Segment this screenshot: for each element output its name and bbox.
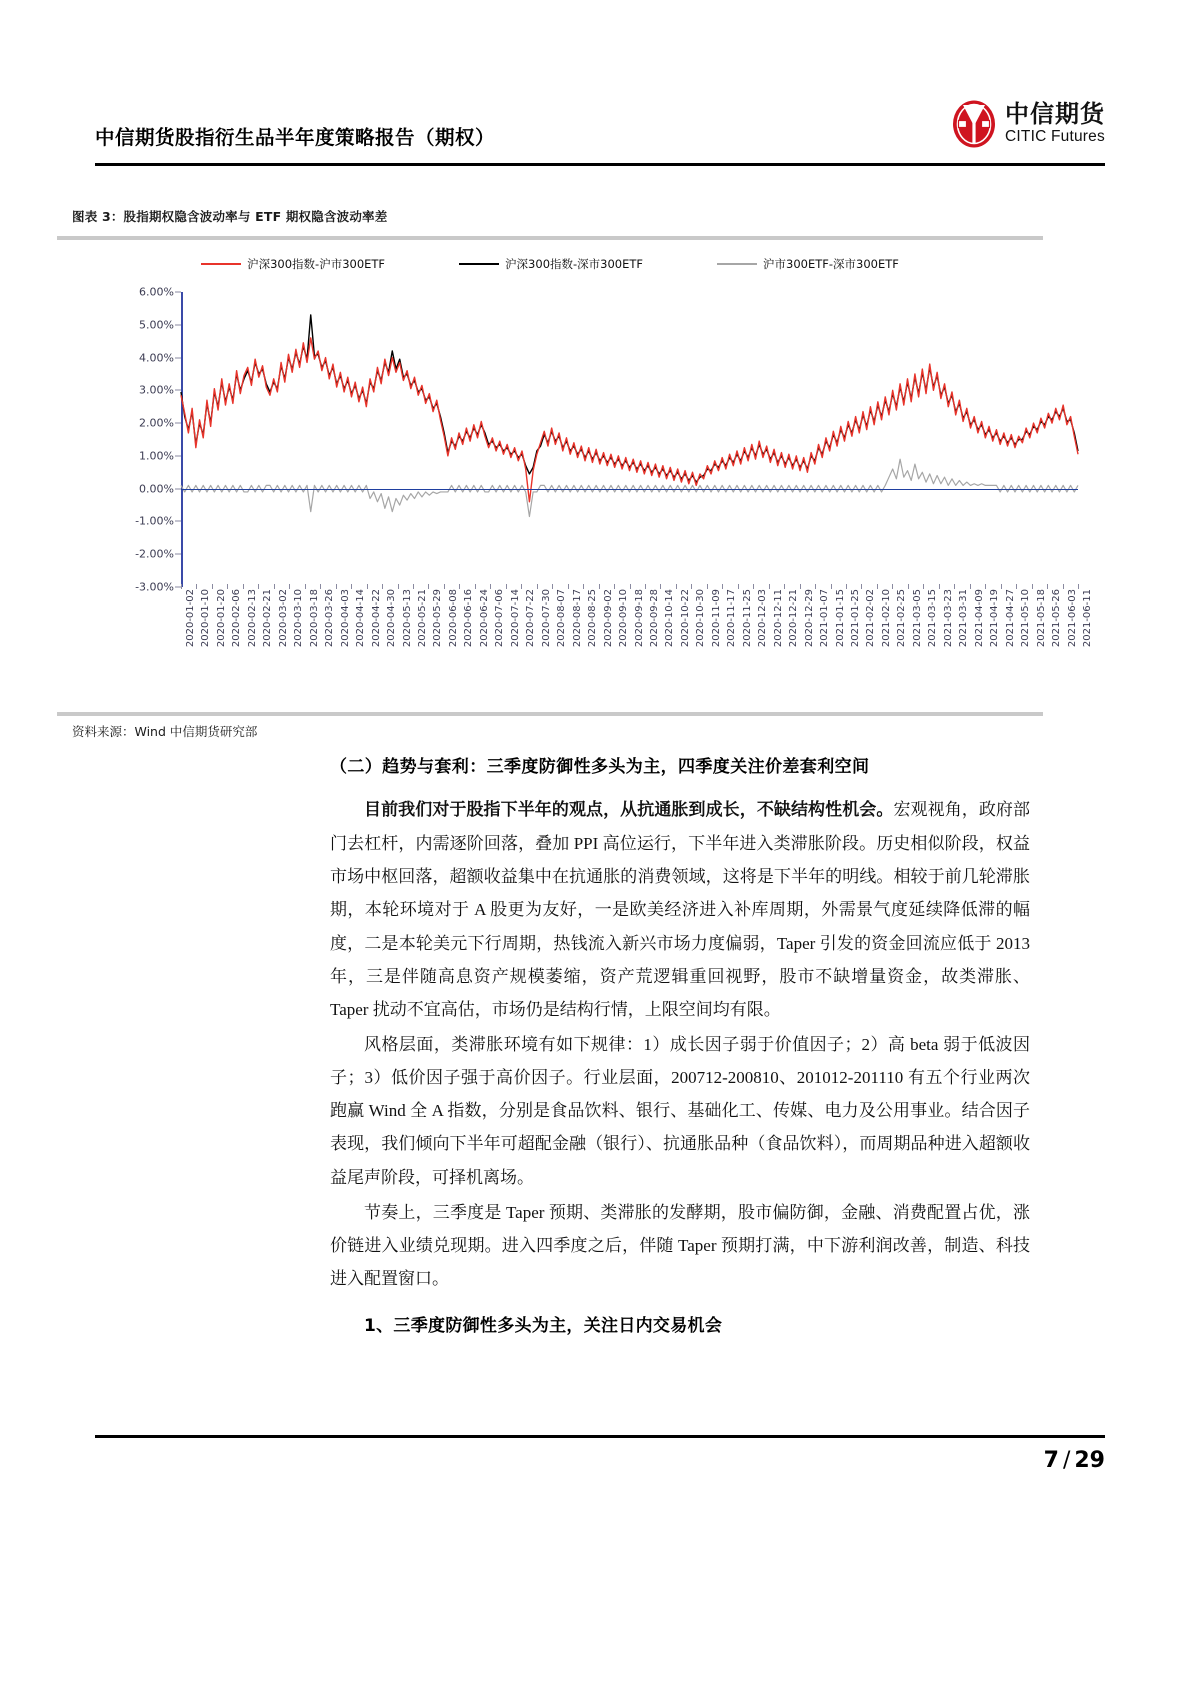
y-axis-tick-label: 6.00% bbox=[139, 285, 174, 299]
x-axis-tick-mark bbox=[970, 584, 971, 589]
x-axis-tick-mark bbox=[274, 584, 275, 589]
x-axis-tick-label: 2020-07-22 bbox=[525, 589, 537, 648]
x-axis-tick-mark bbox=[475, 584, 476, 589]
x-axis-tick-label: 2020-09-02 bbox=[602, 589, 614, 648]
x-axis-tick-mark bbox=[660, 584, 661, 589]
x-axis-tick-mark bbox=[738, 584, 739, 589]
x-axis-tick-mark bbox=[459, 584, 460, 589]
x-axis-tick-mark bbox=[243, 584, 244, 589]
x-axis-tick-label: 2020-08-07 bbox=[556, 589, 568, 648]
x-axis-tick-label: 2021-03-15 bbox=[927, 589, 939, 648]
x-axis-tick-label: 2021-06-11 bbox=[1082, 589, 1093, 648]
x-axis-tick-label: 2020-01-02 bbox=[185, 589, 196, 648]
legend-swatch-icon bbox=[717, 263, 757, 265]
x-axis-tick-mark bbox=[351, 584, 352, 589]
x-axis-tick-mark bbox=[1001, 584, 1002, 589]
chart-plot-area bbox=[135, 285, 1078, 594]
x-axis-tick-label: 2021-02-02 bbox=[865, 589, 877, 648]
x-axis-tick-label: 2020-10-30 bbox=[695, 589, 707, 648]
page-title: 中信期货股指衍生品半年度策略报告（期权） bbox=[95, 126, 496, 149]
x-axis-tick-label: 2021-04-27 bbox=[1004, 589, 1016, 648]
x-axis-tick-label: 2021-01-25 bbox=[850, 589, 862, 648]
page-header bbox=[95, 100, 1105, 162]
y-axis-tick-label: -3.00% bbox=[135, 580, 174, 594]
x-axis-tick-mark bbox=[954, 584, 955, 589]
y-axis-tick-mark bbox=[175, 554, 181, 555]
y-axis-tick-mark bbox=[175, 292, 181, 293]
y-axis-tick-mark bbox=[175, 390, 181, 391]
x-axis-tick-label: 2020-11-25 bbox=[741, 589, 753, 648]
y-axis-tick-label: 5.00% bbox=[139, 318, 174, 332]
legend-item-2 bbox=[459, 256, 643, 272]
series-line-2 bbox=[181, 315, 1078, 482]
x-axis-tick-mark bbox=[861, 584, 862, 589]
y-axis-tick-mark bbox=[175, 357, 181, 358]
footer-divider bbox=[95, 1435, 1105, 1438]
page-total: 29 bbox=[1074, 1448, 1105, 1473]
x-axis-tick-label: 2020-12-21 bbox=[788, 589, 800, 648]
x-axis-tick-mark bbox=[908, 584, 909, 589]
x-axis-tick-label: 2020-03-18 bbox=[308, 589, 320, 648]
x-axis-tick-label: 2020-03-26 bbox=[324, 589, 336, 648]
x-axis-tick-label: 2021-06-03 bbox=[1066, 589, 1078, 648]
x-axis-tick-label: 2020-02-21 bbox=[262, 589, 274, 648]
x-axis-tick-label: 2020-07-06 bbox=[494, 589, 506, 648]
body-paragraph: 风格层面，类滞胀环境有如下规律：1）成长因子弱于价值因子；2）高 beta 弱于低波因子；3）低价因子强于高价因子。行业层面，200712-200810、201012-201110 有五个行业两次跑赢 Wind 全 A 指数，分别是食品饮料、银行、基础化工、传媒、电力及公用事业。结合因子表现，我们倾向下半年可超配金融（银行）、抗通胀品种（食品饮料），而周期品种进入超额收益尾声阶段，可择机离场。 bbox=[330, 1034, 1030, 1187]
x-axis-tick-mark bbox=[336, 584, 337, 589]
x-axis-tick-label: 2021-03-05 bbox=[911, 589, 923, 648]
x-axis-tick-mark bbox=[722, 584, 723, 589]
x-axis-tick-mark bbox=[1047, 584, 1048, 589]
x-axis-tick-mark bbox=[769, 584, 770, 589]
figure-bottom-divider bbox=[57, 712, 1043, 716]
x-axis-tick-label: 2020-09-28 bbox=[648, 589, 660, 648]
x-axis-tick-label: 2020-03-02 bbox=[277, 589, 289, 648]
x-axis-tick-label: 2021-04-09 bbox=[973, 589, 985, 648]
x-axis-tick-mark bbox=[691, 584, 692, 589]
x-axis-tick-mark bbox=[552, 584, 553, 589]
x-axis-tick-label: 2020-01-10 bbox=[200, 589, 212, 648]
brand-logo bbox=[952, 100, 1105, 148]
y-axis-tick-mark bbox=[175, 423, 181, 424]
x-axis-tick-mark bbox=[568, 584, 569, 589]
x-axis-tick-mark bbox=[800, 584, 801, 589]
x-axis-tick-mark bbox=[320, 584, 321, 589]
x-axis-tick-label: 2020-11-09 bbox=[710, 589, 722, 648]
y-axis-tick-mark bbox=[175, 521, 181, 522]
legend-item-3 bbox=[717, 256, 899, 272]
citic-logo-icon bbox=[952, 100, 996, 148]
x-axis-tick-mark bbox=[196, 584, 197, 589]
figure-source: 资料来源：Wind 中信期货研究部 bbox=[72, 724, 258, 739]
body-paragraph: 节奏上，三季度是 Taper 预期、类滞胀的发酵期，股市偏防御，金融、消费配置占优，涨价链进入业绩兑现期。进入四季度之后，伴随 Taper 预期打满，中下游利润改善，制造、科技进入配置窗口。 bbox=[330, 1202, 1030, 1288]
x-axis-tick-label: 2021-01-07 bbox=[819, 589, 831, 648]
x-axis-tick-mark bbox=[1032, 584, 1033, 589]
legend-swatch-icon bbox=[459, 263, 499, 265]
page-separator: / bbox=[1062, 1448, 1071, 1473]
x-axis-tick-mark bbox=[877, 584, 878, 589]
legend-item-1 bbox=[201, 256, 385, 272]
page-current: 7 bbox=[1043, 1448, 1059, 1473]
x-axis-tick-label: 2020-06-16 bbox=[463, 589, 475, 648]
legend-label: 沪深300指数-深市300ETF bbox=[505, 257, 644, 271]
subsection-heading: 1、三季度防御性多头为主，关注日内交易机会 bbox=[364, 1316, 723, 1337]
x-axis-tick-label: 2020-06-24 bbox=[478, 589, 490, 648]
x-axis-tick-mark bbox=[398, 584, 399, 589]
x-axis-tick-label: 2020-10-14 bbox=[664, 589, 676, 648]
brand-logo-text bbox=[1005, 102, 1105, 145]
x-axis-tick-mark bbox=[815, 584, 816, 589]
x-axis-tick-label: 2020-09-10 bbox=[618, 589, 630, 648]
x-axis-tick-mark bbox=[1016, 584, 1017, 589]
x-axis-tick-mark bbox=[831, 584, 832, 589]
y-axis-tick-label: 4.00% bbox=[139, 351, 174, 365]
legend-swatch-icon bbox=[201, 263, 241, 265]
x-axis-tick-label: 2020-11-17 bbox=[726, 589, 738, 648]
x-axis-tick-label: 2020-04-30 bbox=[386, 589, 398, 648]
x-axis-tick-label: 2020-09-18 bbox=[633, 589, 645, 648]
x-axis-tick-label: 2020-07-30 bbox=[540, 589, 552, 648]
chart-x-axis-labels bbox=[181, 589, 1093, 707]
x-axis-tick-label: 2020-12-03 bbox=[757, 589, 769, 648]
x-axis-tick-mark bbox=[645, 584, 646, 589]
x-axis-tick-mark bbox=[227, 584, 228, 589]
x-axis-tick-label: 2021-02-25 bbox=[896, 589, 908, 648]
x-axis-tick-mark bbox=[537, 584, 538, 589]
x-axis-tick-mark bbox=[599, 584, 600, 589]
x-axis-tick-mark bbox=[923, 584, 924, 589]
x-axis-tick-mark bbox=[413, 584, 414, 589]
x-axis-tick-label: 2021-05-26 bbox=[1051, 589, 1063, 648]
x-axis-tick-mark bbox=[614, 584, 615, 589]
y-axis-tick-label: -2.00% bbox=[135, 547, 174, 561]
zero-reference-line bbox=[181, 489, 1078, 491]
x-axis-tick-mark bbox=[707, 584, 708, 589]
y-axis-tick-label: 2.00% bbox=[139, 416, 174, 430]
x-axis-tick-mark bbox=[258, 584, 259, 589]
x-axis-tick-label: 2020-04-14 bbox=[355, 589, 367, 648]
x-axis-tick-mark bbox=[305, 584, 306, 589]
x-axis-tick-label: 2020-04-22 bbox=[370, 589, 382, 648]
x-axis-tick-label: 2020-03-10 bbox=[293, 589, 305, 648]
volatility-spread-chart bbox=[57, 244, 1093, 709]
x-axis-tick-mark bbox=[506, 584, 507, 589]
x-axis-tick-label: 2020-05-29 bbox=[432, 589, 444, 648]
x-axis-tick-label: 2020-07-14 bbox=[509, 589, 521, 648]
chart-legend bbox=[57, 256, 1043, 272]
x-axis-tick-mark bbox=[939, 584, 940, 589]
x-axis-tick-mark bbox=[583, 584, 584, 589]
body-paragraph: 目前我们对于股指下半年的观点，从抗通胀到成长，不缺结构性机会。宏观视角，政府部门去杠杆，内需逐阶回落，叠加 PPI 高位运行，下半年进入类滞胀阶段。历史相似阶段，权益市场中枢回落，超额收益集中在抗通胀的消费领域，这将是下半年的明线。相较于前几轮滞胀期，本轮环境对于 A 股更为友好，一是欧美经济进入补库周期，外需景气度延续降低滞的幅度，二是本轮美元下行周期，热钱流入新兴市场力度偏弱，Taper 引发的资金回流应低于 2013 年，三是伴随高息资产规模萎缩，资产荒逻辑重回视野，股市不缺增量资金，故类滞胀、Taper 扰动不宜高估，市场仍是结构行情，上限空间均有限。 bbox=[330, 800, 1031, 1019]
x-axis-tick-label: 2021-04-19 bbox=[989, 589, 1001, 648]
x-axis-tick-label: 2021-05-18 bbox=[1035, 589, 1047, 648]
figure-top-divider bbox=[57, 236, 1043, 240]
x-axis-tick-label: 2020-04-03 bbox=[339, 589, 351, 648]
x-axis-tick-mark bbox=[490, 584, 491, 589]
y-axis-tick-label: 1.00% bbox=[139, 449, 174, 463]
figure-caption: 图表 3：股指期权隐含波动率与 ETF 期权隐含波动率差 bbox=[72, 209, 388, 224]
x-axis-tick-mark bbox=[289, 584, 290, 589]
x-axis-tick-mark bbox=[1078, 584, 1079, 589]
header-divider bbox=[95, 163, 1105, 166]
x-axis-tick-label: 2020-10-22 bbox=[679, 589, 691, 648]
x-axis-tick-mark bbox=[676, 584, 677, 589]
x-axis-tick-label: 2021-01-15 bbox=[834, 589, 846, 648]
legend-label: 沪市300ETF-深市300ETF bbox=[763, 257, 899, 271]
x-axis-tick-label: 2020-05-21 bbox=[416, 589, 428, 648]
brand-name-cn: 中信期货 bbox=[1005, 100, 1105, 129]
x-axis-tick-label: 2020-02-13 bbox=[246, 589, 258, 648]
x-axis-tick-label: 2020-12-11 bbox=[772, 589, 784, 648]
x-axis-tick-label: 2021-03-23 bbox=[942, 589, 954, 648]
x-axis-tick-label: 2020-08-17 bbox=[571, 589, 583, 648]
x-axis-tick-mark bbox=[212, 584, 213, 589]
x-axis-tick-mark bbox=[428, 584, 429, 589]
x-axis-tick-mark bbox=[630, 584, 631, 589]
x-axis-tick-mark bbox=[784, 584, 785, 589]
x-axis-tick-mark bbox=[521, 584, 522, 589]
x-axis-tick-label: 2020-05-13 bbox=[401, 589, 413, 648]
x-axis-tick-mark bbox=[985, 584, 986, 589]
x-axis-tick-mark bbox=[367, 584, 368, 589]
body-content bbox=[330, 752, 1030, 1336]
series-line-1 bbox=[181, 338, 1078, 502]
x-axis-tick-mark bbox=[444, 584, 445, 589]
y-axis-tick-label: 0.00% bbox=[139, 482, 174, 496]
chart-series-paths bbox=[181, 292, 1078, 587]
page-number bbox=[1044, 1448, 1105, 1473]
y-axis-tick-label: -1.00% bbox=[135, 514, 174, 528]
x-axis-tick-label: 2021-03-31 bbox=[958, 589, 970, 648]
x-axis-tick-mark bbox=[382, 584, 383, 589]
x-axis-tick-label: 2020-06-08 bbox=[447, 589, 459, 648]
section-heading: （二）趋势与套利：三季度防御性多头为主，四季度关注价差套利空间 bbox=[330, 757, 870, 777]
x-axis-tick-mark bbox=[892, 584, 893, 589]
paragraph-lead-bold: 目前我们对于股指下半年的观点，从抗通胀到成长，不缺结构性机会。 bbox=[364, 800, 894, 820]
x-axis-tick-mark bbox=[753, 584, 754, 589]
y-axis-tick-label: 3.00% bbox=[139, 383, 174, 397]
x-axis-tick-label: 2021-02-10 bbox=[880, 589, 892, 648]
y-axis-tick-mark bbox=[175, 324, 181, 325]
x-axis-tick-label: 2020-08-25 bbox=[587, 589, 599, 648]
x-axis-tick-mark bbox=[846, 584, 847, 589]
x-axis-tick-label: 2020-01-20 bbox=[215, 589, 227, 648]
x-axis-tick-label: 2020-12-29 bbox=[803, 589, 815, 648]
y-axis-tick-mark bbox=[175, 455, 181, 456]
x-axis-tick-label: 2020-02-06 bbox=[231, 589, 243, 648]
x-axis-tick-mark bbox=[1063, 584, 1064, 589]
x-axis-tick-mark bbox=[181, 584, 182, 589]
legend-label: 沪深300指数-沪市300ETF bbox=[247, 257, 386, 271]
brand-name-en: CITIC Futures bbox=[1005, 128, 1105, 146]
x-axis-tick-label: 2021-05-10 bbox=[1020, 589, 1032, 648]
